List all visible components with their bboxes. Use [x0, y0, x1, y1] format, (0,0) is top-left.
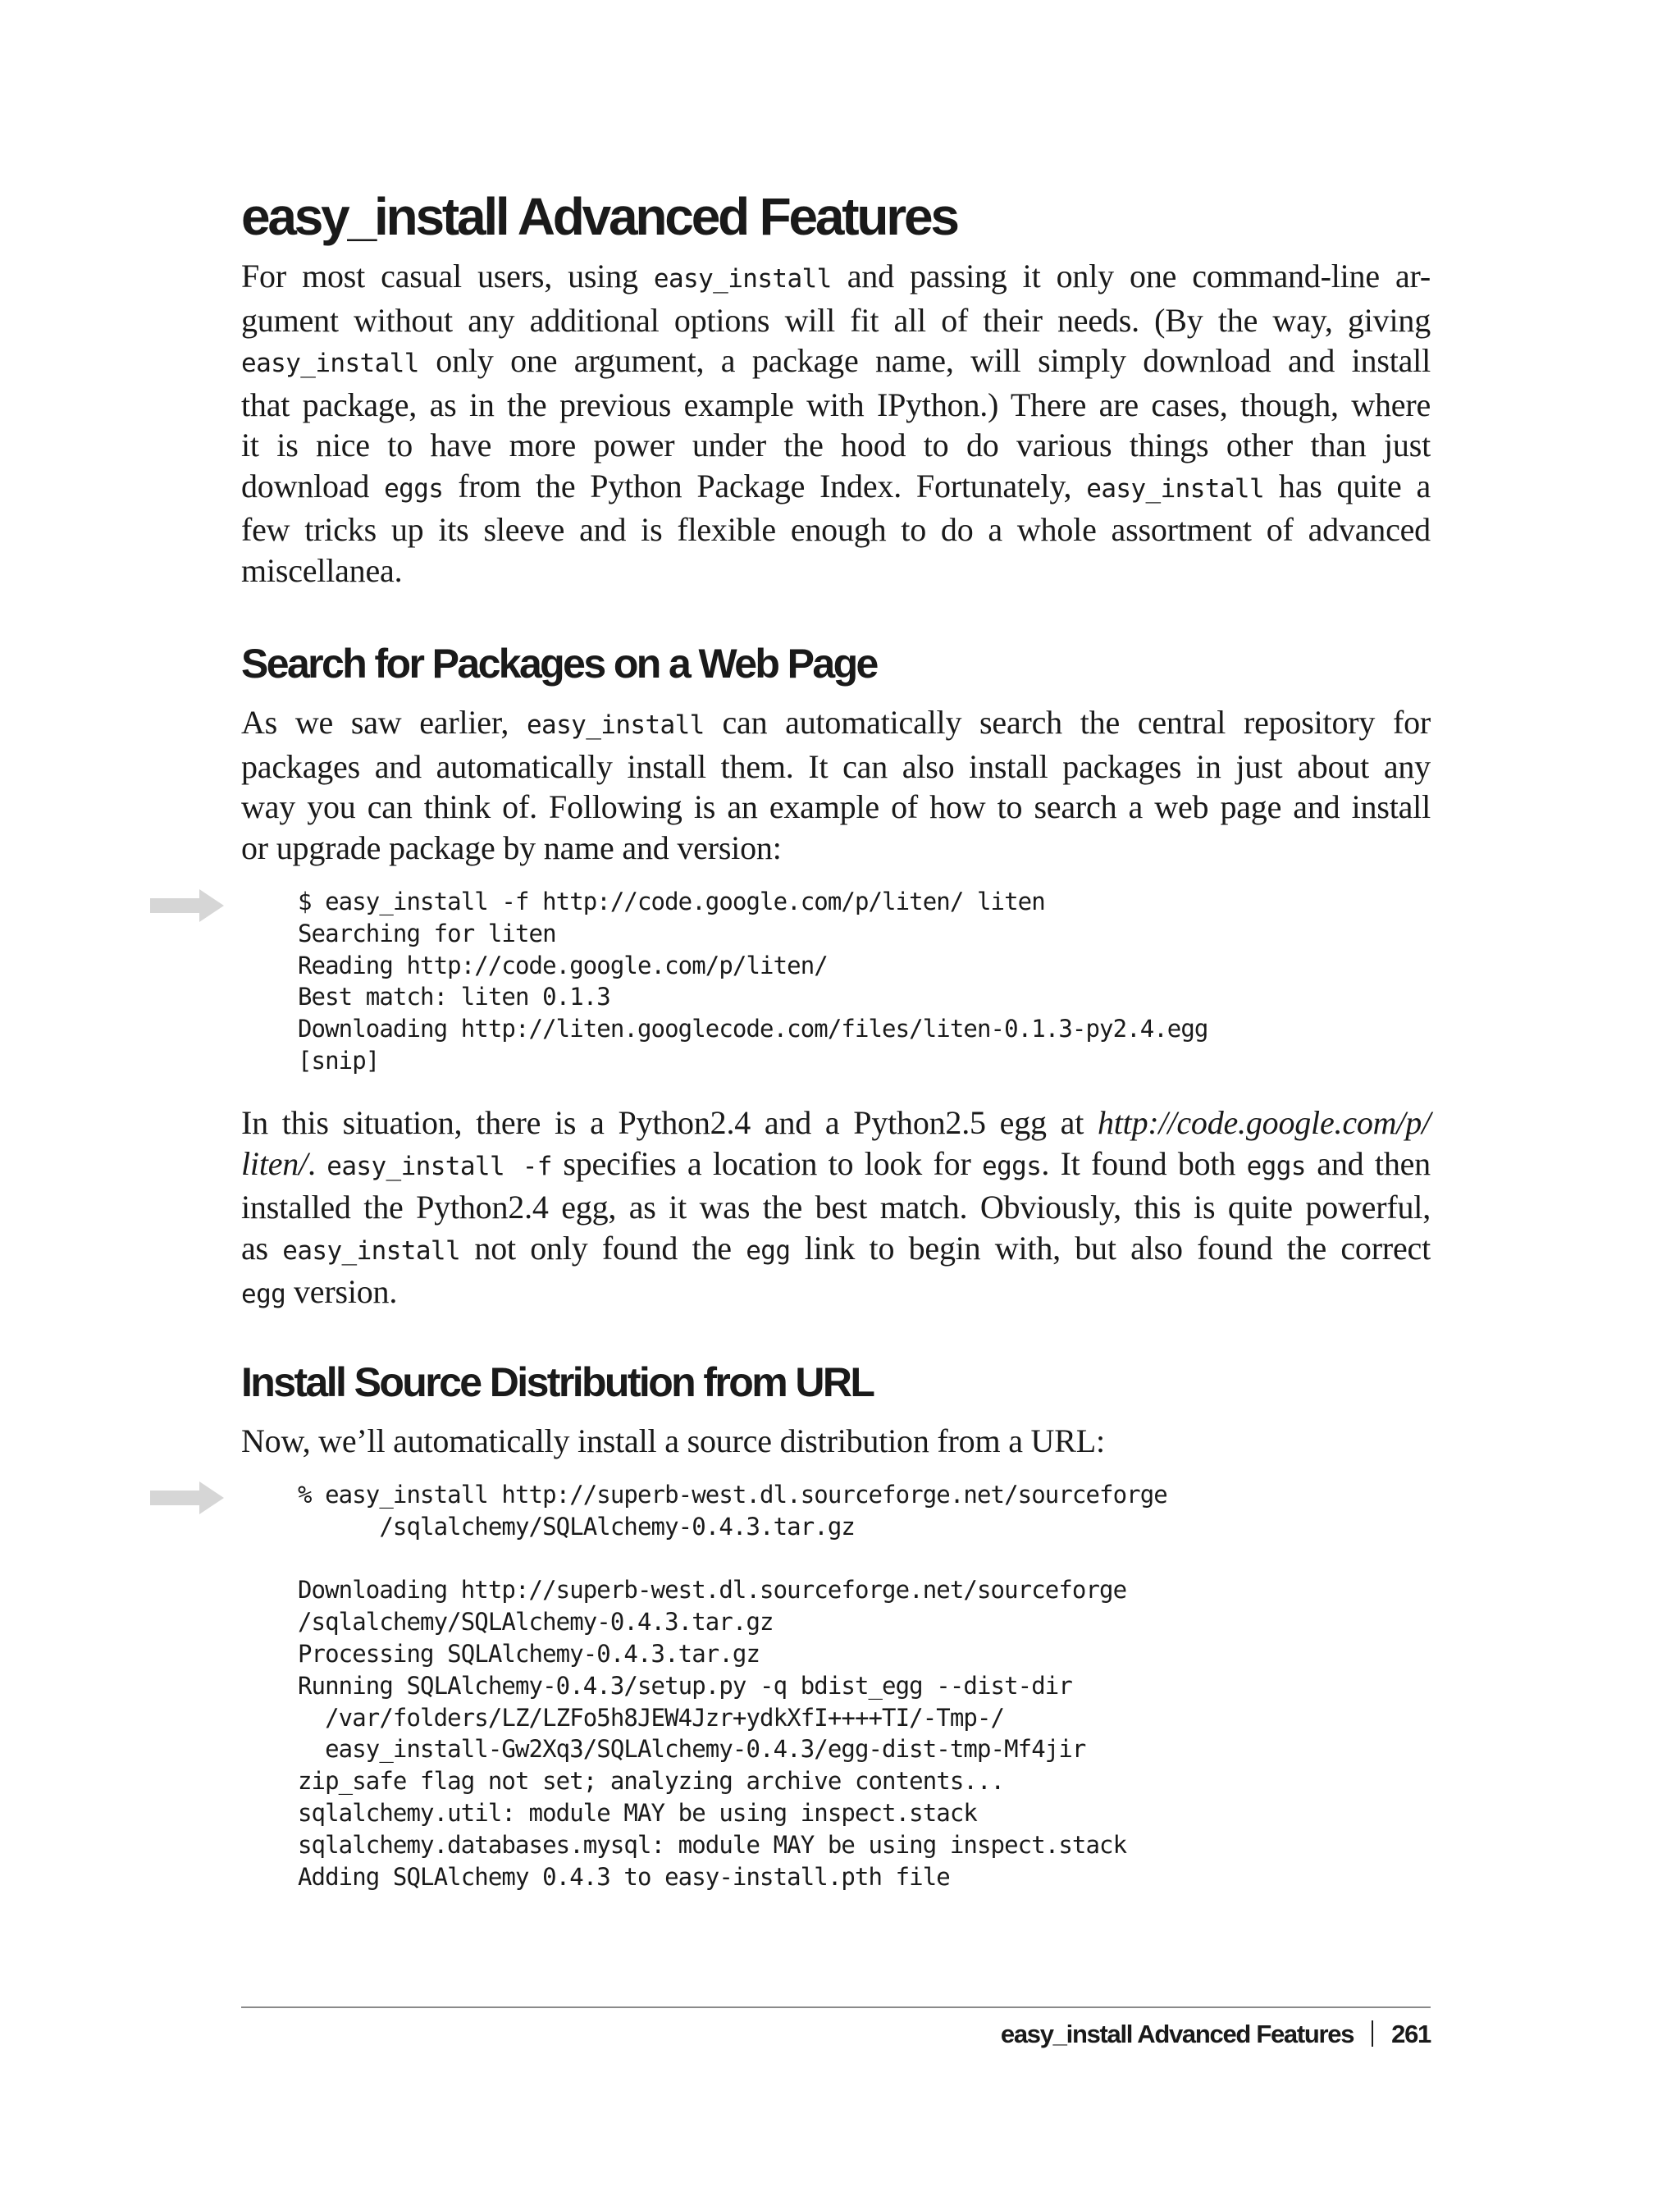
text-line: [241, 256, 1431, 300]
text-run: installed the Python2.4 egg, as it was the best match. Obviously, this is quite powerful,: [241, 1189, 1431, 1226]
text-line: [241, 787, 1431, 828]
inline-code: easy_install: [282, 1235, 461, 1266]
footer-section-title: easy_install Advanced Features: [1000, 2020, 1354, 2048]
text-line: [241, 385, 1431, 426]
text-run: as: [241, 1229, 283, 1267]
text-run: download: [241, 467, 385, 504]
intro-paragraph: [241, 256, 1431, 591]
inline-code: eggs: [982, 1151, 1042, 1181]
page-title: easy_install Advanced Features: [241, 187, 957, 246]
text-run: packages and automatically install them. It can also install packages in just about any: [241, 747, 1431, 785]
text-run: gument without any additional options will fit all of their needs. (By the way, giving: [241, 301, 1431, 339]
page-footer: [1001, 2016, 1431, 2052]
code-block-install-source: % easy_install http://superb-west.dl.sourceforge.net/sourceforge /sqlalchemy/SQLAlchemy-0.4.3.tar.gz Downloading http://superb-west.dl.sourceforge.net/sourceforge /sqlalchemy/SQLAlchemy-0.4.3.tar.gz Processing SQLAlchemy-0.4.3.tar.gz Running SQLAlchemy-0.4.3/setup.py -q bdist_egg --dist-dir /var/folders/LZ/LZFo5h8JEW4Jzr+ydkXfI++++TI/-Tmp-/ easy_install-Gw2Xq3/SQLAlchemy-0.4.3/egg-dist-tmp-Mf4jir zip_safe flag not set; analyzing archive contents... sqlalchemy.util: module MAY be using inspect.stack sqlalchemy.databases.mysql: module MAY be using inspect.stack Adding SQLAlchemy 0.4.3 to easy-install.pth file: [298, 1481, 1167, 1891]
text-run: miscellanea.: [241, 551, 403, 589]
install-source-paragraph: [241, 1421, 1431, 1462]
text-run: In this situation, there is a Python2.4 and a Python2.5 egg at: [241, 1104, 1098, 1141]
inline-code: egg: [746, 1235, 791, 1266]
text-run: way you can think of. Following is an example of how to search a web page and install: [241, 788, 1431, 825]
text-run: it is nice to have more power under the hood to do various things other than just: [241, 427, 1431, 463]
inline-code: easy_install: [526, 710, 705, 740]
text-run: only one argument, a package name, will simply download and install: [418, 342, 1431, 379]
text-line: [241, 425, 1431, 466]
section-heading-install-source: Install Source Distribution from URL: [241, 1359, 874, 1405]
text-run: link to begin with, but also found the correct: [790, 1229, 1431, 1267]
text-run: not only found the: [460, 1229, 746, 1267]
text-run: For most casual users, using: [241, 258, 654, 294]
text-line: [241, 1187, 1431, 1228]
text-run: from the Python Package Index. Fortunately,: [443, 467, 1087, 504]
text-line: [241, 1102, 1431, 1144]
text-line: [241, 1228, 1431, 1272]
inline-code: egg: [241, 1280, 286, 1309]
inline-code: easy_install: [241, 349, 419, 378]
search-paragraph: [241, 702, 1431, 868]
arrow-right-icon: [150, 1481, 224, 1514]
inline-code: eggs: [1246, 1151, 1306, 1181]
text-line: [241, 746, 1431, 788]
page-number: 261: [1391, 2020, 1431, 2048]
section-heading-search: Search for Packages on a Web Page: [241, 641, 877, 687]
inline-code: eggs: [384, 473, 444, 504]
text-line: [241, 340, 1431, 385]
text-run: and passing it only one command-line ar-: [831, 258, 1431, 294]
text-line: [241, 1421, 1431, 1462]
text-line: [241, 466, 1431, 510]
text-run: and then: [1305, 1144, 1431, 1182]
text-run: . It found both: [1041, 1144, 1247, 1182]
text-run: few tricks up its sleeve and is flexible enough to do a whole assortment of advanced: [241, 511, 1431, 548]
footer-separator: [1372, 2020, 1373, 2047]
text-run: has quite a: [1264, 467, 1431, 504]
text-line: [241, 1144, 1431, 1188]
inline-link-text: liten/: [241, 1144, 308, 1182]
code-block-search: $ easy_install -f http://code.google.com/p/liten/ liten Searching for liten Reading http://code.google.com/p/liten/ Best match: liten 0.1.3 Downloading http://liten.googlecode.com/files/liten-0.1.3-py2.4.egg [snip]: [298, 888, 1208, 1075]
text-run: .: [308, 1144, 327, 1182]
text-line: [241, 300, 1431, 341]
text-run: Now, we’ll automatically install a source distribution from a URL:: [241, 1422, 1105, 1459]
text-run: version.: [285, 1273, 398, 1310]
inline-code: easy_install: [653, 264, 832, 294]
text-run: or upgrade package by name and version:: [241, 829, 782, 866]
text-run: As we saw earlier,: [241, 704, 527, 741]
inline-link-text: http://code.google.com/p/: [1097, 1104, 1431, 1141]
arrow-right-icon: [150, 889, 224, 922]
footer-rule: [241, 2006, 1431, 2008]
inline-code: easy_install: [1086, 473, 1265, 504]
text-line: [241, 550, 1431, 591]
inline-code: easy_install -f: [326, 1151, 552, 1181]
text-run: can automatically search the central repository for: [704, 704, 1431, 741]
search-explanation-paragraph: [241, 1102, 1431, 1316]
text-run: specifies a location to look for: [551, 1144, 983, 1182]
text-line: [241, 509, 1431, 550]
text-run: that package, as in the previous example with IPython.) There are cases, though, where: [241, 386, 1431, 423]
text-line: [241, 828, 1431, 869]
text-line: [241, 702, 1431, 746]
text-line: [241, 1271, 1431, 1316]
